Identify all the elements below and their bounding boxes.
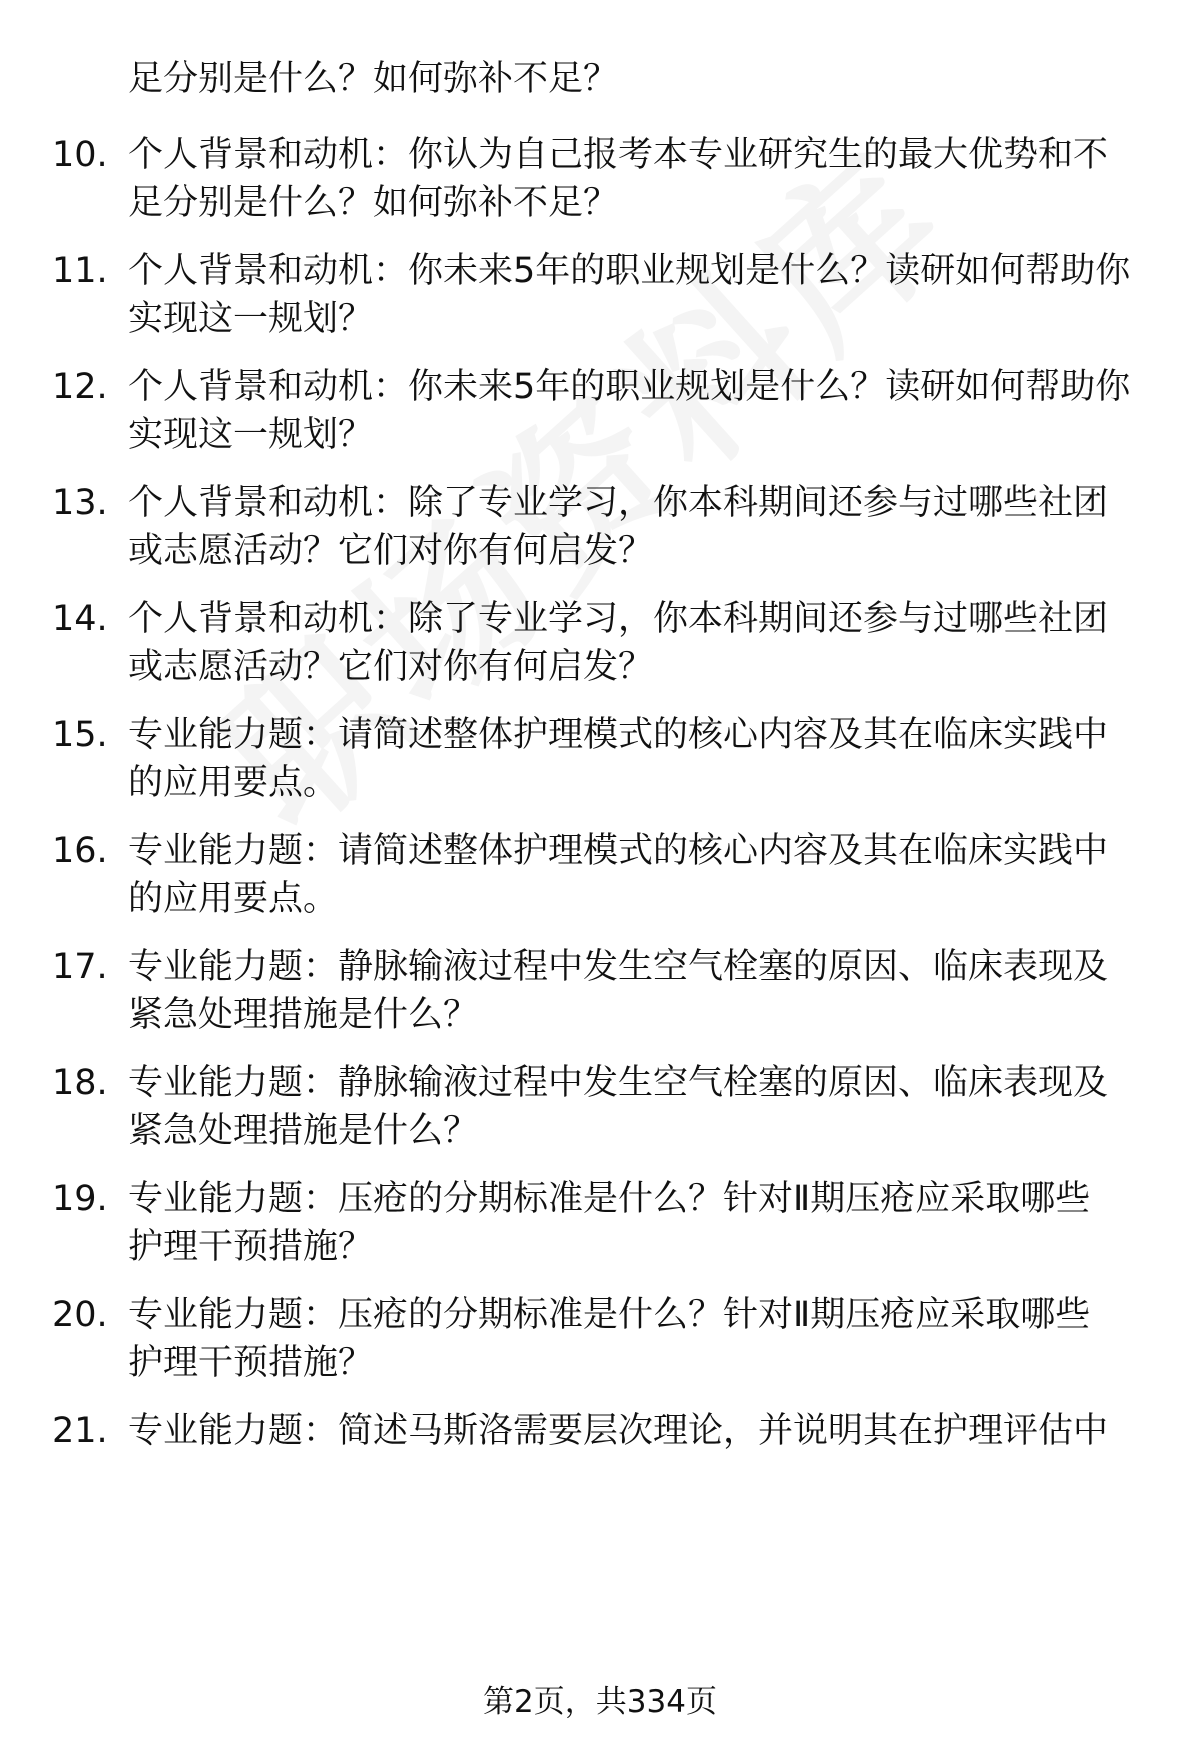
item-text-line-1: 专业能力题：压疮的分期标准是什么？针对Ⅱ期压疮应采取哪些 [128,1179,1091,1219]
item-text-line-1: 专业能力题：简述马斯洛需要层次理论，并说明其在护理评估中 [128,1411,1109,1451]
item-text-line-2: 紧急处理措施是什么？ [128,995,479,1035]
item-number: 10. [52,135,108,175]
item-text-line-2: 护理干预措施？ [128,1343,374,1383]
item-text-line-2: 实现这一规划？ [128,415,374,455]
item-number: 16. [52,831,108,871]
item-number: 21. [52,1411,108,1451]
item-number: 18. [52,1063,108,1103]
item-number: 13. [52,483,108,523]
item-text-line-1: 专业能力题：请简述整体护理模式的核心内容及其在临床实践中 [128,831,1109,871]
item-text-line-1: 专业能力题：静脉输液过程中发生空气栓塞的原因、临床表现及 [128,1063,1109,1103]
item-number: 20. [52,1295,108,1335]
item-number: 19. [52,1179,108,1219]
item-text-line-1: 专业能力题：压疮的分期标准是什么？针对Ⅱ期压疮应采取哪些 [128,1295,1091,1335]
page-footer: 第2页，共334页 [483,1684,717,1720]
item-text-line-2: 紧急处理措施是什么？ [128,1111,479,1151]
item-text-line-2: 足分别是什么？如何弥补不足？ [128,183,619,223]
item-text-line-1: 个人背景和动机：除了专业学习，你本科期间还参与过哪些社团 [128,483,1109,523]
item-number: 14. [52,599,108,639]
item-text-line-2: 护理干预措施？ [128,1227,374,1267]
item-text-line-1: 个人背景和动机：你未来5年的职业规划是什么？读研如何帮助你 [128,367,1131,407]
item-text-line-2: 的应用要点。 [128,763,339,803]
item-text-line-1: 专业能力题：请简述整体护理模式的核心内容及其在临床实践中 [128,715,1109,755]
item-number: 17. [52,947,108,987]
item-text-line-2: 或志愿活动？它们对你有何启发？ [128,531,654,571]
item-number: 12. [52,367,108,407]
item-text-line-1: 专业能力题：静脉输液过程中发生空气栓塞的原因、临床表现及 [128,947,1109,987]
item-text-line-2: 的应用要点。 [128,879,339,919]
item-number: 11. [52,251,108,291]
item-number: 15. [52,715,108,755]
item-text-line-1: 个人背景和动机：除了专业学习，你本科期间还参与过哪些社团 [128,599,1109,639]
item-text-line-1: 个人背景和动机：你认为自己报考本专业研究生的最大优势和不 [128,135,1109,175]
item-text-line-2: 或志愿活动？它们对你有何启发？ [128,647,654,687]
item-text-line-2: 实现这一规划？ [128,299,374,339]
continuation-line: 足分别是什么？如何弥补不足？ [128,59,619,99]
item-text-line-1: 个人背景和动机：你未来5年的职业规划是什么？读研如何帮助你 [128,251,1131,291]
